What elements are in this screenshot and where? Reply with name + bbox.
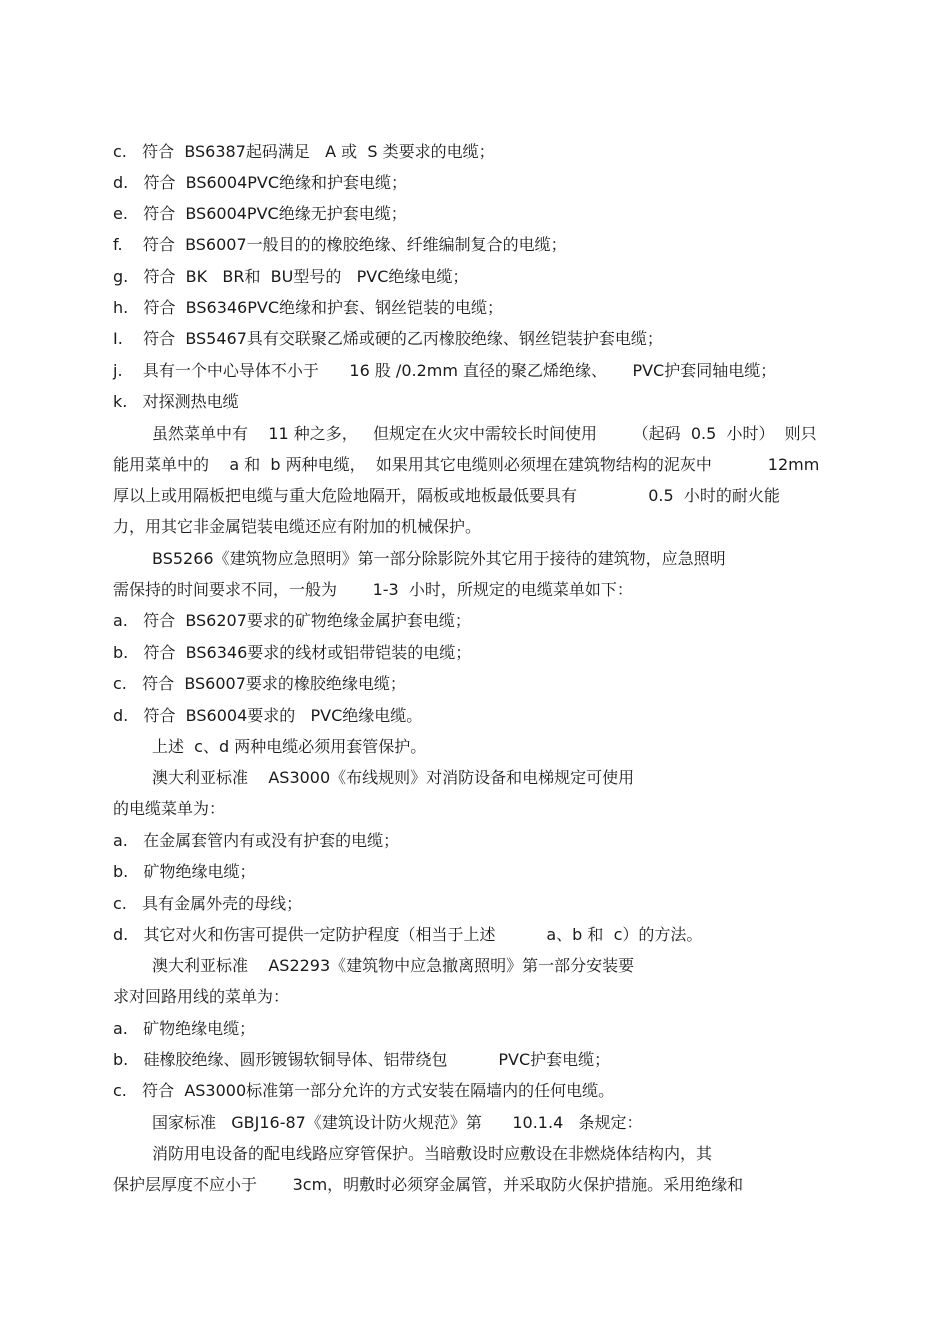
list-item-g: g. 符合 BK BR和 BU型号的 PVC绝缘电缆； (113, 267, 469, 286)
list-item-d: d. 符合 BS6004要求的 PVC绝缘电缆。 (113, 706, 423, 725)
list-item-b: b. 硅橡胶绝缘、圆形镀锡软铜导体、铝带绕包 PVC护套电缆； (113, 1050, 611, 1069)
list-item-i: I. 符合 BS5467具有交联聚乙烯或硬的乙丙橡胶绝缘、钢丝铠装护套电缆； (113, 329, 663, 348)
paragraph-line: 消防用电设备的配电线路应穿管保护。当暗敷设时应敷设在非燃烧体结构内，其 (152, 1144, 713, 1163)
paragraph-line: 求对回路用线的菜单为： (113, 987, 290, 1006)
paragraph-line: 的电缆菜单为： (113, 799, 226, 818)
paragraph-line: 保护层厚度不应小于 3cm，明敷时必须穿金属管，并采取防火保护措施。采用绝缘和 (113, 1175, 744, 1194)
list-item-k: k. 对探测热电缆 (113, 392, 239, 411)
paragraph-line: 虽然菜单中有 11 种之多， 但规定在火灾中需较长时间使用 （起码 0.5 小时） 则只 (152, 424, 817, 443)
paragraph-line: 澳大利亚标准 AS3000《布线规则》对消防设备和电梯规定可使用 (152, 768, 635, 787)
paragraph-line: 力，用其它非金属铠装电缆还应有附加的机械保护。 (113, 517, 482, 536)
paragraph-line: 厚以上或用隔板把电缆与重大危险地隔开，隔板或地板最低要具有 0.5 小时的耐火能 (113, 486, 780, 505)
list-item-f: f. 符合 BS6007一般目的的橡胶绝缘、纤维编制复合的电缆； (113, 235, 567, 254)
list-item-b: b. 符合 BS6346要求的线材或铝带铠装的电缆； (113, 643, 472, 662)
paragraph-line: 国家标准 GBJ16-87《建筑设计防火规范》第 10.1.4 条规定： (152, 1113, 643, 1132)
list-item-c: c. 符合 BS6007要求的橡胶绝缘电缆； (113, 674, 406, 693)
list-item-c: c. 符合 AS3000标准第一部分允许的方式安装在隔墙内的任何电缆。 (113, 1081, 615, 1100)
list-item-b: b. 矿物绝缘电缆； (113, 862, 256, 881)
list-item-h: h. 符合 BS6346PVC绝缘和护套、钢丝铠装的电缆； (113, 298, 503, 317)
list-item-a: a. 矿物绝缘电缆； (113, 1019, 256, 1038)
paragraph-line: BS5266《建筑物应急照明》第一部分除影院外其它用于接待的建筑物，应急照明 (152, 549, 726, 568)
list-item-d: d. 符合 BS6004PVC绝缘和护套电缆； (113, 173, 408, 192)
list-item-j: j. 具有一个中心导体不小于 16 股 /0.2mm 直径的聚乙烯绝缘、 PVC护套同轴电缆； (113, 361, 777, 380)
list-item-a: a. 在金属套管内有或没有护套的电缆； (113, 831, 400, 850)
paragraph-line: 澳大利亚标准 AS2293《建筑物中应急撤离照明》第一部分安装要 (152, 956, 635, 975)
paragraph-line: 能用菜单中的 a 和 b 两种电缆， 如果用其它电缆则必须埋在建筑物结构的泥灰中 12mm (113, 455, 820, 474)
list-item-c: c. 符合 BS6387起码满足 A 或 S 类要求的电缆； (113, 142, 495, 161)
paragraph-line: 上述 c、d 两种电缆必须用套管保护。 (152, 737, 427, 756)
list-item-d: d. 其它对火和伤害可提供一定防护程度（相当于上述 a、b 和 c）的方法。 (113, 925, 703, 944)
list-item-a: a. 符合 BS6207要求的矿物绝缘金属护套电缆； (113, 611, 471, 630)
paragraph-line: 需保持的时间要求不同，一般为 1-3 小时，所规定的电缆菜单如下： (113, 580, 633, 599)
list-item-e: e. 符合 BS6004PVC绝缘无护套电缆； (113, 204, 407, 223)
list-item-c: c. 具有金属外壳的母线； (113, 894, 303, 913)
